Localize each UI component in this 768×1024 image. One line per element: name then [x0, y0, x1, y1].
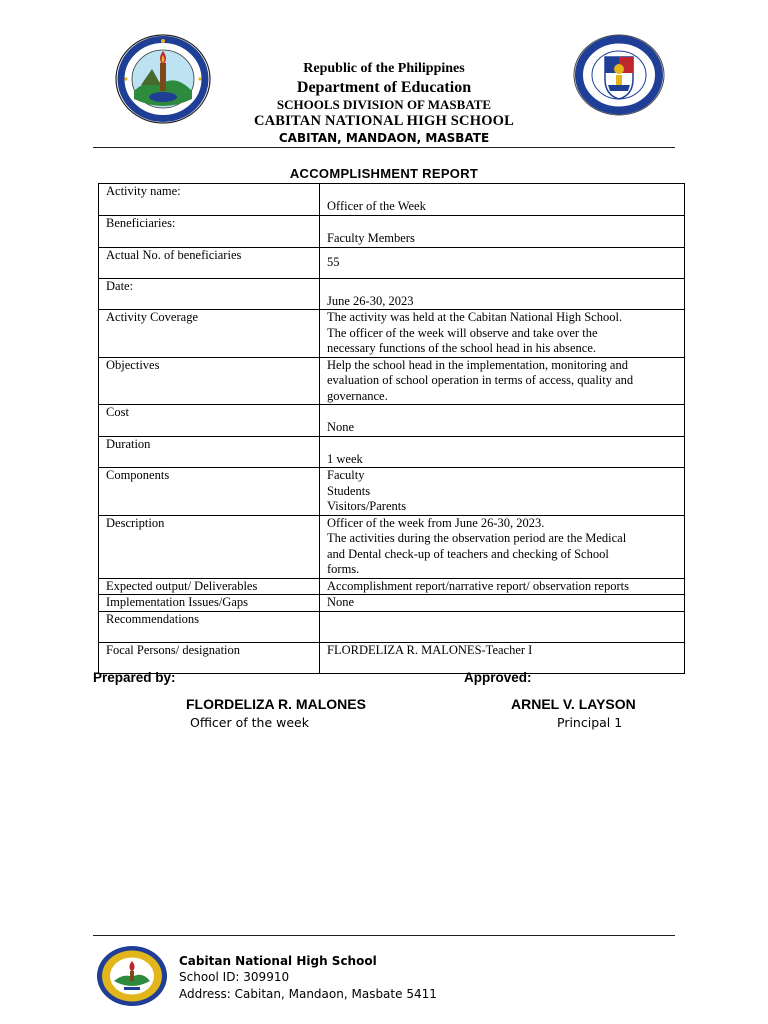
table-row: [99, 515, 685, 578]
footer-school-id: School ID: 309910: [179, 970, 290, 984]
footer-divider: [93, 935, 675, 936]
row-label-cell: [99, 578, 320, 595]
row-value-cell: [320, 642, 685, 673]
row-value-line: Faculty: [327, 468, 365, 482]
row-label-cell: [99, 215, 320, 247]
report-table: [98, 183, 685, 674]
row-label: Actual No. of beneficiaries: [106, 247, 242, 262]
table-row: [99, 357, 685, 405]
table-row: [99, 578, 685, 595]
row-label-cell: [99, 515, 320, 578]
approved-by-name: ARNEL V. LAYSON: [511, 696, 636, 712]
row-value-cell: [320, 611, 685, 642]
row-label-cell: [99, 184, 320, 216]
table-row: [99, 468, 685, 516]
row-value-line: Officer of the Week: [327, 199, 426, 213]
row-label: Implementation Issues/Gaps: [106, 595, 248, 609]
row-value-line: The activity was held at the Cabitan National High School.: [327, 310, 623, 324]
table-row: [99, 642, 685, 673]
row-value-line: The officer of the week will observe and take over the: [327, 325, 598, 340]
approved-by-role: Principal 1: [557, 715, 623, 730]
table-row: [99, 215, 685, 247]
row-label: Description: [106, 515, 165, 530]
table-row: [99, 278, 685, 310]
row-value-line: 55: [327, 254, 340, 269]
row-value-line: Students: [327, 483, 371, 498]
header-republic: Republic of the Philippines: [303, 61, 465, 76]
table-row: [99, 310, 685, 358]
row-value-line: Accomplishment report/narrative report/ observation reports: [327, 578, 629, 593]
table-row: [99, 184, 685, 216]
row-value-cell: [320, 578, 685, 595]
table-row: [99, 595, 685, 612]
header-school-name: CABITAN NATIONAL HIGH SCHOOL: [253, 113, 515, 129]
row-value-cell: [320, 310, 685, 358]
row-value-line: evaluation of school operation in terms of access, quality and: [327, 373, 634, 387]
row-label: Expected output/ Deliverables: [106, 578, 258, 593]
row-label: Objectives: [106, 357, 160, 372]
row-value-line: and Dental check-up of teachers and checking of School: [327, 546, 609, 561]
header-department: Department of Education: [296, 79, 472, 96]
school-seal-icon: [96, 945, 168, 1007]
row-label-cell: [99, 611, 320, 642]
row-value-line: The activities during the observation period are the Medical: [327, 531, 627, 545]
row-value-line: 1 week: [327, 451, 363, 466]
prepared-by-label: Prepared by:: [93, 670, 176, 685]
row-label-cell: [99, 436, 320, 468]
row-label-cell: [99, 310, 320, 358]
row-value-cell: [320, 595, 685, 612]
row-value-line: Help the school head in the implementation, monitoring and: [327, 357, 628, 372]
prepared-by-role: Officer of the week: [190, 715, 309, 730]
table-row: [99, 436, 685, 468]
row-label-cell: [99, 468, 320, 516]
row-value-cell: [320, 215, 685, 247]
row-value-line: Faculty Members: [327, 230, 415, 245]
row-label-cell: [99, 595, 320, 612]
row-value-cell: [320, 436, 685, 468]
row-value-line: necessary functions of the school head in his absence.: [327, 341, 597, 355]
row-value-line: None: [327, 595, 355, 609]
row-label: Date:: [106, 278, 134, 293]
row-label-cell: [99, 405, 320, 437]
header-divider: [93, 147, 675, 148]
row-value-line: governance.: [327, 388, 388, 403]
footer-school-name: Cabitan National High School: [179, 954, 377, 968]
header-school-address: CABITAN, MANDAON, MASBATE: [278, 131, 490, 145]
row-label-cell: [99, 642, 320, 673]
row-value-line: Visitors/Parents: [327, 499, 407, 513]
row-label: Activity name:: [106, 184, 181, 198]
row-value-line: None: [327, 420, 355, 434]
row-value-line: forms.: [327, 562, 360, 576]
prepared-by-name: FLORDELIZA R. MALONES: [186, 696, 366, 712]
table-row: [99, 247, 685, 278]
row-label: Beneficiaries:: [106, 215, 176, 230]
row-value-cell: [320, 515, 685, 578]
row-value-cell: [320, 468, 685, 516]
row-value-cell: [320, 278, 685, 310]
row-label-cell: [99, 247, 320, 278]
report-title: ACCOMPLISHMENT REPORT: [289, 166, 479, 181]
table-row: [99, 405, 685, 437]
row-label: Components: [106, 468, 170, 482]
row-value-cell: [320, 405, 685, 437]
row-label-cell: [99, 278, 320, 310]
table-row: [99, 611, 685, 642]
row-value-cell: [320, 357, 685, 405]
row-value-line: June 26-30, 2023: [327, 293, 414, 308]
row-label: Focal Persons/ designation: [106, 642, 241, 657]
row-label: Activity Coverage: [106, 310, 198, 324]
row-value-cell: [320, 247, 685, 278]
row-label: Recommendations: [106, 611, 200, 626]
approved-label: Approved:: [464, 670, 532, 685]
row-label: Cost: [106, 405, 129, 419]
row-value-line: Officer of the week from June 26-30, 2023.: [327, 515, 545, 530]
footer-address: Address: Cabitan, Mandaon, Masbate 5411: [179, 987, 437, 1001]
row-label-cell: [99, 357, 320, 405]
row-label: Duration: [106, 436, 151, 451]
row-value-cell: [320, 184, 685, 216]
row-value-line: FLORDELIZA R. MALONES-Teacher I: [327, 642, 533, 657]
header-division: SCHOOLS DIVISION OF MASBATE: [276, 97, 492, 112]
